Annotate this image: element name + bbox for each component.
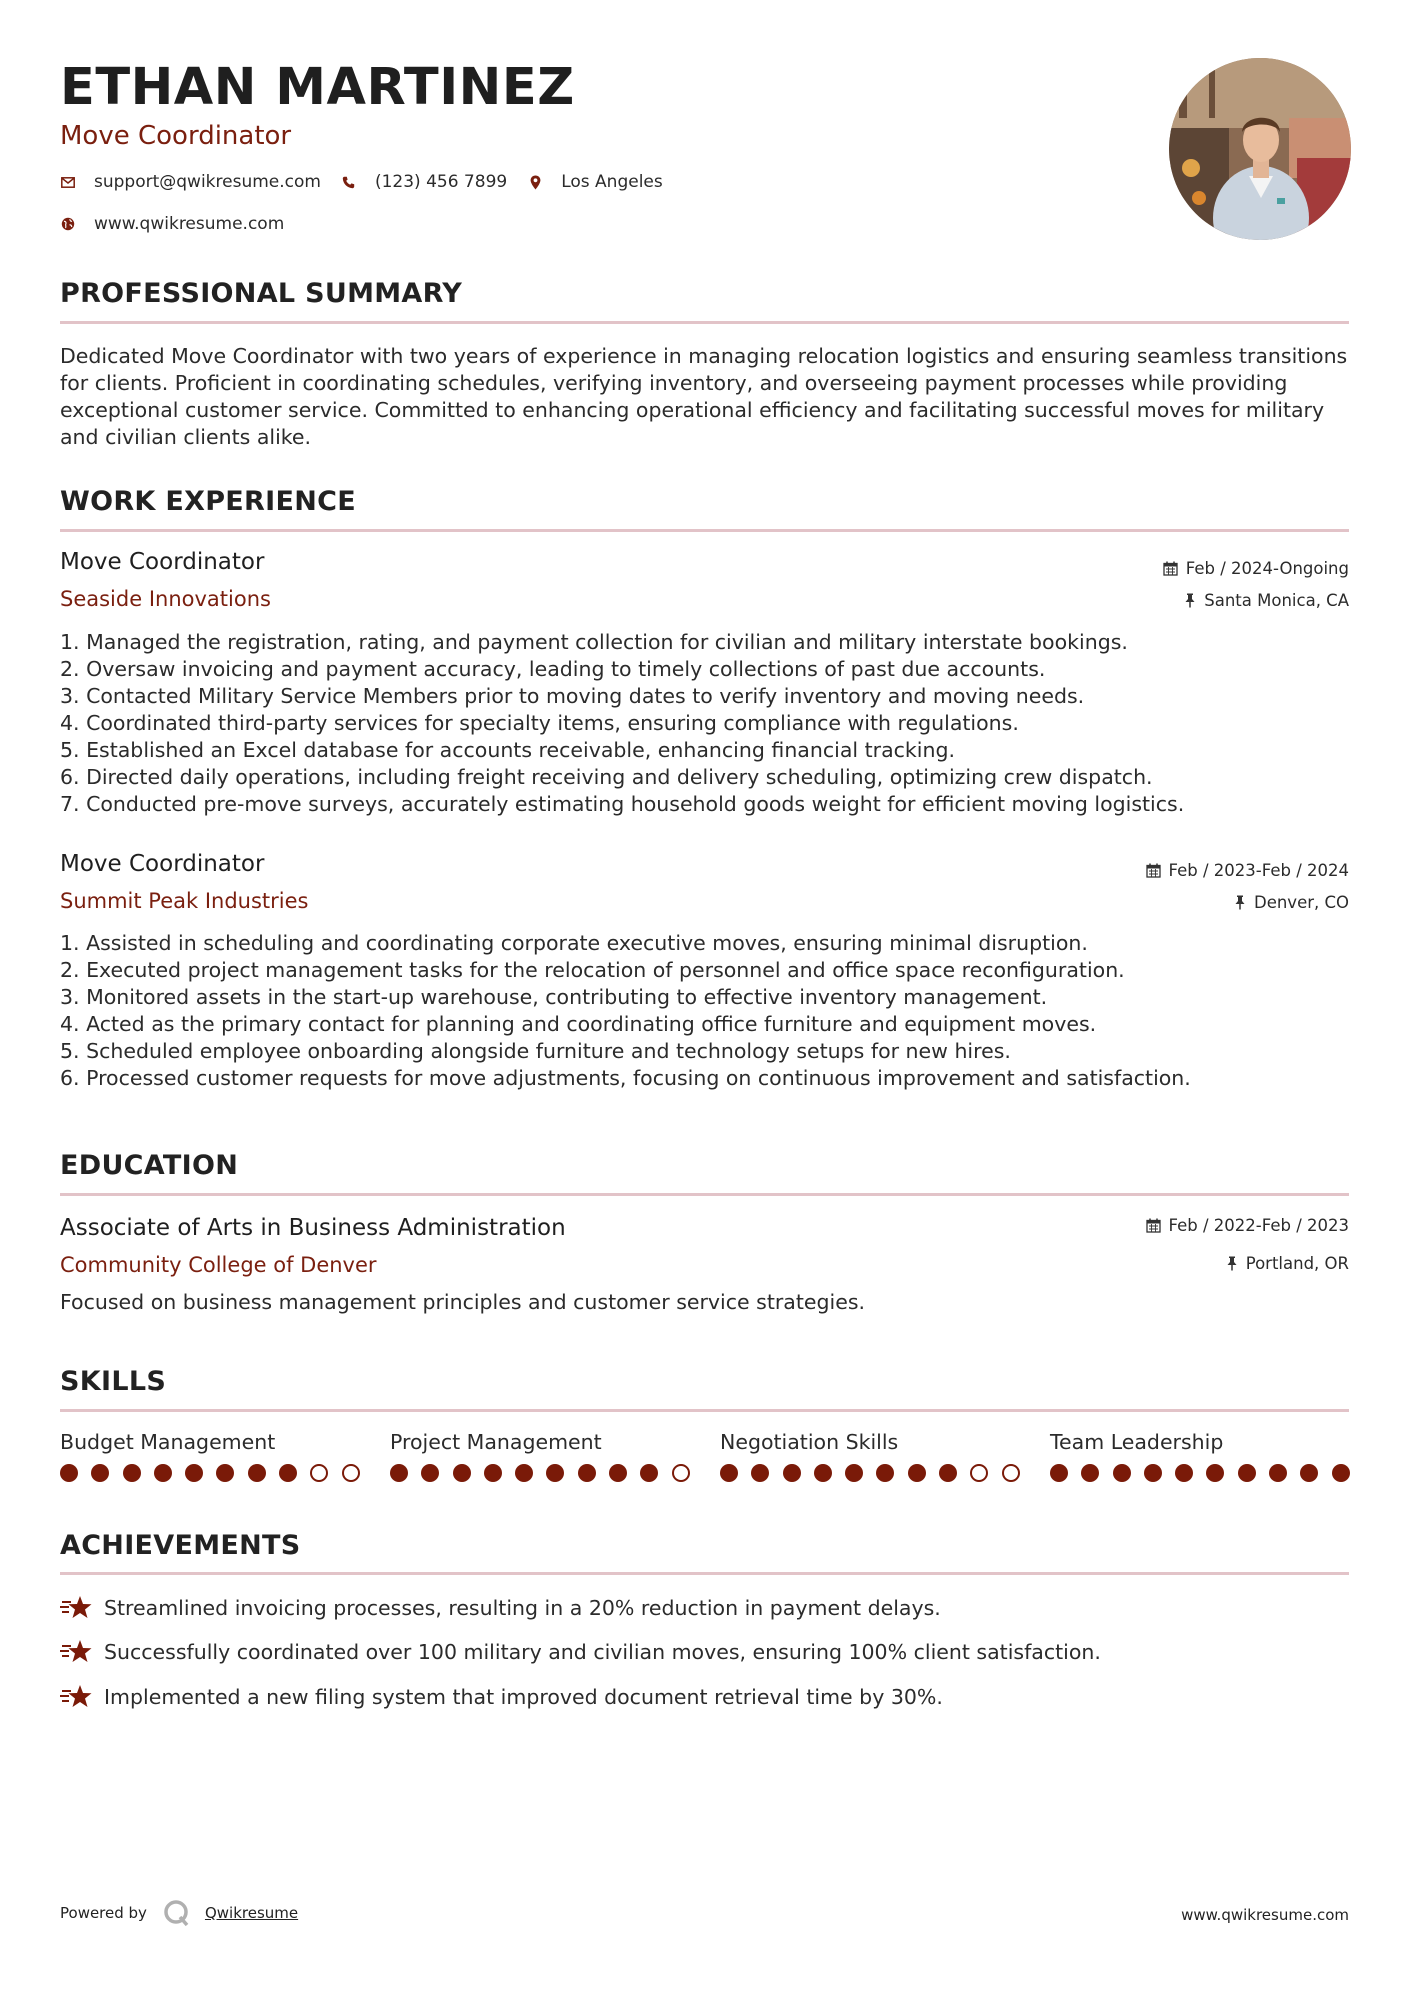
rating-dot-filled: [1175, 1464, 1193, 1482]
section-divider: [60, 529, 1349, 532]
rating-dot-filled: [783, 1464, 801, 1482]
rating-dot-filled: [1238, 1464, 1256, 1482]
rating-dot-filled: [1050, 1464, 1068, 1482]
job-title: Move Coordinator: [60, 549, 265, 575]
job-location: [1184, 591, 1349, 610]
list-item: 5. Established an Excel database for accounts receivable, enhancing financial tracking.: [60, 738, 955, 762]
rating-dot-filled: [751, 1464, 769, 1482]
footer-url[interactable]: www.qwikresume.com: [1181, 1906, 1349, 1924]
rating-dot-empty: [672, 1464, 690, 1482]
education-dates-text: Feb / 2022-Feb / 2023: [1168, 1216, 1349, 1235]
section-divider: [60, 1193, 1349, 1196]
rating-dot-filled: [216, 1464, 234, 1482]
calendar-icon: [1146, 863, 1161, 878]
qwikresume-logo-icon: [163, 1899, 191, 1927]
rating-dot-filled: [1081, 1464, 1099, 1482]
avatar: [1169, 58, 1351, 240]
section-title: EDUCATION: [60, 1150, 239, 1181]
education-location: [1226, 1254, 1349, 1273]
rating-dot-filled: [814, 1464, 832, 1482]
skill-name: Negotiation Skills: [720, 1430, 899, 1454]
job-dates-text: Feb / 2023-Feb / 2024: [1168, 861, 1349, 880]
skill-item: [720, 1430, 1020, 1454]
contact-row: [60, 172, 683, 192]
rating-dot-filled: [1113, 1464, 1131, 1482]
contact-email[interactable]: [60, 172, 321, 192]
website-text: www.qwikresume.com: [94, 214, 285, 234]
rating-dot-filled: [720, 1464, 738, 1482]
rating-dot-empty: [1002, 1464, 1020, 1482]
achievement-item: [60, 1683, 943, 1711]
section-title: PROFESSIONAL SUMMARY: [60, 278, 463, 309]
skill-rating: [390, 1464, 703, 1482]
pushpin-icon: [1226, 1256, 1238, 1271]
contact-website[interactable]: [60, 214, 284, 234]
rating-dot-empty: [970, 1464, 988, 1482]
calendar-icon: [1163, 561, 1178, 576]
rating-dot-filled: [578, 1464, 596, 1482]
skill-name: Team Leadership: [1050, 1430, 1224, 1454]
rating-dot-filled: [845, 1464, 863, 1482]
rating-dot-filled: [939, 1464, 957, 1482]
map-pin-icon: [527, 174, 543, 190]
achievement-text: Streamlined invoicing processes, resulting in a 20% reduction in payment delays.: [104, 1596, 941, 1620]
rating-dot-filled: [248, 1464, 266, 1482]
contact-phone[interactable]: [341, 172, 507, 192]
star-icon: [60, 1683, 94, 1711]
skill-item: [60, 1430, 360, 1454]
pushpin-icon: [1184, 593, 1196, 608]
education-description: Focused on business management principles and customer service strategies.: [60, 1290, 866, 1314]
achievement-item: [60, 1638, 1101, 1666]
education-dates: [1146, 1216, 1349, 1235]
location-text: Los Angeles: [561, 172, 663, 192]
skills-section: [60, 1366, 1349, 1397]
skill-name: Budget Management: [60, 1430, 276, 1454]
achievement-text: Implemented a new filing system that improved document retrieval time by 30%.: [104, 1685, 943, 1709]
company-name: Summit Peak Industries: [60, 889, 309, 913]
rating-dot-filled: [1300, 1464, 1318, 1482]
contact-row: [60, 214, 304, 234]
achievement-item: [60, 1594, 941, 1622]
powered-by-label: Powered by: [60, 1904, 147, 1922]
list-item: 2. Oversaw invoicing and payment accuracy, leading to timely collections of past due accounts.: [60, 657, 1046, 681]
skill-item: [1050, 1430, 1350, 1454]
list-item: 4. Acted as the primary contact for planning and coordinating office furniture and equipment moves.: [60, 1012, 1097, 1036]
job-bullets: [60, 629, 1349, 818]
phone-text: (123) 456 7899: [374, 172, 508, 192]
rating-dot-filled: [640, 1464, 658, 1482]
list-item: 4. Coordinated third-party services for specialty items, ensuring compliance with regulations.: [60, 711, 1019, 735]
job-location-text: Denver, CO: [1253, 893, 1349, 912]
experience-section: [60, 486, 1349, 517]
rating-dot-filled: [453, 1464, 471, 1482]
job-dates-text: Feb / 2024-Ongoing: [1185, 559, 1349, 578]
section-title: ACHIEVEMENTS: [60, 1530, 301, 1561]
calendar-icon: [1146, 1218, 1161, 1233]
rating-dot-filled: [1144, 1464, 1162, 1482]
skill-rating: [720, 1464, 1033, 1482]
company-name: Seaside Innovations: [60, 587, 271, 611]
section-title: WORK EXPERIENCE: [60, 486, 356, 517]
email-text: support@qwikresume.com: [94, 172, 321, 192]
list-item: 3. Monitored assets in the start-up warehouse, contributing to effective inventory management.: [60, 985, 1048, 1009]
section-divider: [60, 1572, 1349, 1575]
section-divider: [60, 1409, 1349, 1412]
list-item: 2. Executed project management tasks for the relocation of personnel and office space reconfiguration.: [60, 958, 1125, 982]
skill-item: [390, 1430, 690, 1454]
list-item: 1. Managed the registration, rating, and payment collection for civilian and military interstate bookings.: [60, 630, 1128, 654]
phone-icon: [341, 174, 357, 190]
list-item: 5. Scheduled employee onboarding alongside furniture and technology setups for new hires.: [60, 1039, 1011, 1063]
brand-link[interactable]: Qwikresume: [204, 1904, 299, 1922]
rating-dot-filled: [609, 1464, 627, 1482]
list-item: 7. Conducted pre-move surveys, accurately estimating household goods weight for efficient moving logistics.: [60, 792, 1185, 816]
globe-icon: [60, 216, 76, 232]
rating-dot-filled: [154, 1464, 172, 1482]
job-title: Move Coordinator: [60, 851, 265, 877]
skill-name: Project Management: [390, 1430, 602, 1454]
summary-text: Dedicated Move Coordinator with two years of experience in managing relocation logistics and ensuring seamless transitions for clients. Proficient in coordinating schedules, verifying inventory, and overseeing payment processes while providing exceptional customer service. Committed to enhancing operational efficiency and facilitating successful moves for military and civilian clients alike.: [60, 344, 1348, 449]
rating-dot-filled: [390, 1464, 408, 1482]
rating-dot-filled: [546, 1464, 564, 1482]
section-title: SKILLS: [60, 1366, 167, 1397]
rating-dot-filled: [91, 1464, 109, 1482]
rating-dot-filled: [484, 1464, 502, 1482]
rating-dot-filled: [876, 1464, 894, 1482]
job-location-text: Santa Monica, CA: [1204, 591, 1349, 610]
rating-dot-filled: [1269, 1464, 1287, 1482]
candidate-name: ETHAN MARTINEZ: [60, 58, 575, 117]
rating-dot-filled: [421, 1464, 439, 1482]
list-item: 3. Contacted Military Service Members prior to moving dates to verify inventory and moving needs.: [60, 684, 1085, 708]
education-location-text: Portland, OR: [1245, 1254, 1349, 1273]
section-divider: [60, 321, 1349, 324]
rating-dot-empty: [310, 1464, 328, 1482]
job-dates: [1163, 559, 1349, 578]
envelope-icon: [60, 174, 76, 190]
rating-dot-filled: [185, 1464, 203, 1482]
list-item: 1. Assisted in scheduling and coordinating corporate executive moves, ensuring minimal disruption.: [60, 931, 1088, 955]
rating-dot-filled: [1206, 1464, 1224, 1482]
education-section: [60, 1150, 1349, 1181]
list-item: 6. Processed customer requests for move adjustments, focusing on continuous improvement and satisfaction.: [60, 1066, 1191, 1090]
job-dates: [1146, 861, 1349, 880]
school-name: Community College of Denver: [60, 1253, 377, 1277]
job-location: [1234, 893, 1349, 912]
rating-dot-filled: [515, 1464, 533, 1482]
resume-page: [60, 0, 1349, 1990]
rating-dot-filled: [123, 1464, 141, 1482]
job-bullets: [60, 930, 1349, 1092]
footer-powered-by: [60, 1899, 298, 1927]
candidate-role: Move Coordinator: [60, 121, 292, 151]
list-item: 6. Directed daily operations, including freight receiving and delivery scheduling, optimizing crew dispatch.: [60, 765, 1153, 789]
rating-dot-filled: [1332, 1464, 1350, 1482]
contact-location: [527, 172, 663, 192]
degree-title: Associate of Arts in Business Administration: [60, 1215, 566, 1241]
skill-rating: [60, 1464, 373, 1482]
rating-dot-filled: [60, 1464, 78, 1482]
rating-dot-filled: [908, 1464, 926, 1482]
pushpin-icon: [1234, 895, 1246, 910]
summary-section: [60, 278, 1349, 309]
skill-rating: [1050, 1464, 1363, 1482]
rating-dot-empty: [342, 1464, 360, 1482]
star-icon: [60, 1638, 94, 1666]
achievement-text: Successfully coordinated over 100 military and civilian moves, ensuring 100% client satisfaction.: [104, 1640, 1101, 1664]
rating-dot-filled: [279, 1464, 297, 1482]
star-icon: [60, 1594, 94, 1622]
achievements-section: [60, 1530, 1349, 1561]
